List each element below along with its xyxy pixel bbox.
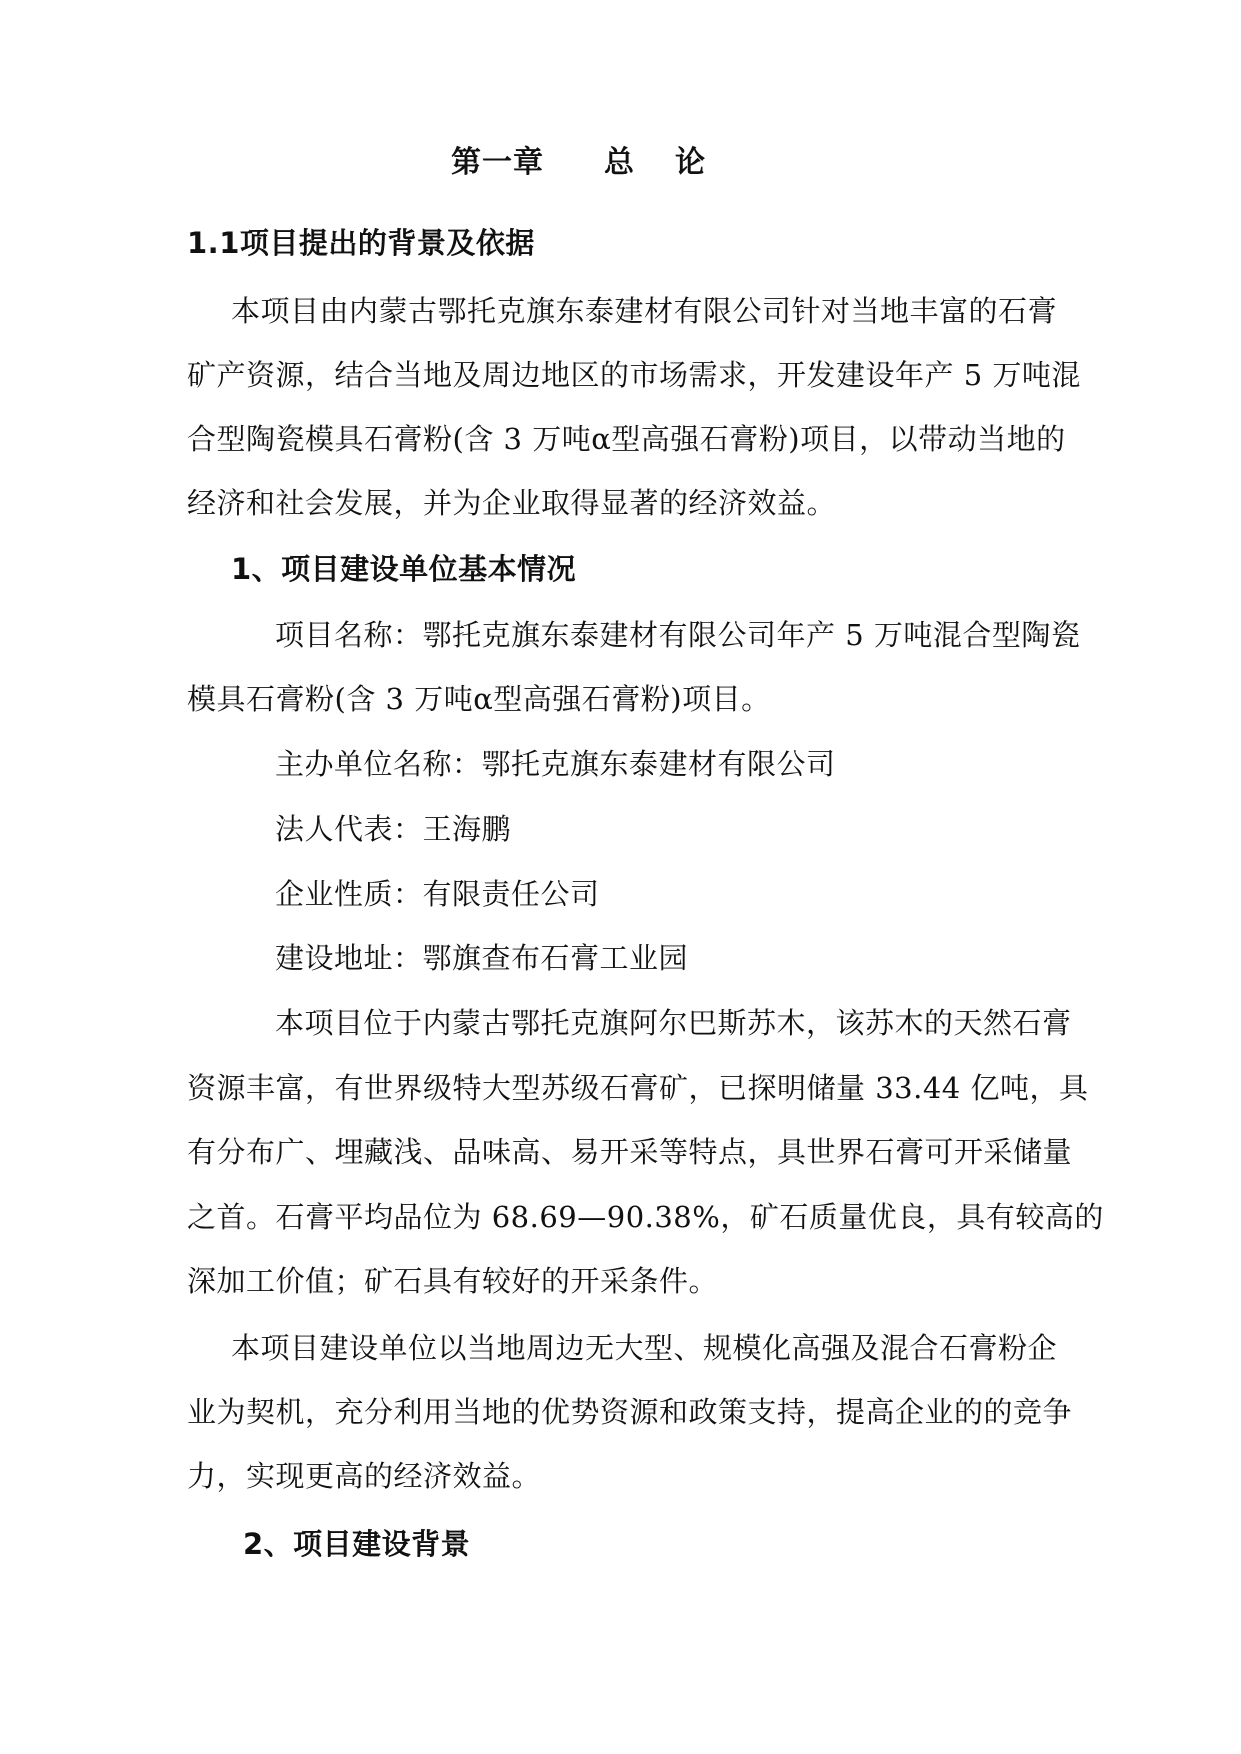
chapter-title (451, 144, 706, 182)
address-field: 建设地址：鄂旗查布石膏工业园 (275, 941, 689, 975)
paragraph-line: 本项目由内蒙古鄂托克旗东泰建材有限公司针对当地丰富的石膏 (231, 294, 1058, 328)
chapter-title-word-2: 论 (675, 145, 706, 180)
enterprise-type-field: 企业性质：有限责任公司 (275, 877, 600, 911)
paragraph-line: 本项目位于内蒙古鄂托克旗阿尔巴斯苏木，该苏木的天然石膏 (275, 1006, 1072, 1040)
paragraph-line: 深加工价值；矿石具有较好的开采条件。 (187, 1264, 719, 1298)
legal-rep-field: 法人代表：王海鹏 (275, 812, 512, 846)
paragraph-line: 资源丰富，有世界级特大型苏级石膏矿，已探明储量 33.44 亿吨，具 (187, 1071, 1089, 1105)
section-heading-1-1: 1.1项目提出的背景及依据 (187, 226, 535, 260)
paragraph-line: 本项目建设单位以当地周边无大型、规模化高强及混合石膏粉企 (231, 1331, 1058, 1365)
paragraph-line: 有分布广、埋藏浅、品味高、易开采等特点，具世界石膏可开采储量 (187, 1135, 1073, 1169)
project-name-line: 模具石膏粉(含 3 万吨α型高强石膏粉)项目。 (187, 682, 771, 716)
paragraph-line: 合型陶瓷模具石膏粉(含 3 万吨α型高强石膏粉)项目，以带动当地的 (187, 422, 1066, 456)
chapter-title-number: 第一章 (451, 145, 544, 180)
paragraph-line: 经济和社会发展，并为企业取得显著的经济效益。 (187, 486, 837, 520)
host-unit-field: 主办单位名称：鄂托克旗东泰建材有限公司 (275, 747, 836, 781)
paragraph-line: 力，实现更高的经济效益。 (187, 1459, 542, 1493)
paragraph-line: 业为契机，充分利用当地的优势资源和政策支持，提高企业的的竞争 (187, 1395, 1073, 1429)
subsection-heading-2: 2、项目建设背景 (243, 1527, 471, 1561)
paragraph-line: 之首。石膏平均品位为 68.69—90.38%，矿石质量优良，具有较高的 (187, 1200, 1104, 1234)
project-name-line: 项目名称：鄂托克旗东泰建材有限公司年产 5 万吨混合型陶瓷 (275, 618, 1081, 652)
chapter-title-word-1: 总 (604, 145, 635, 180)
paragraph-line: 矿产资源，结合当地及周边地区的市场需求，开发建设年产 5 万吨混 (187, 358, 1081, 392)
subsection-heading-1: 1、项目建设单位基本情况 (231, 552, 577, 586)
